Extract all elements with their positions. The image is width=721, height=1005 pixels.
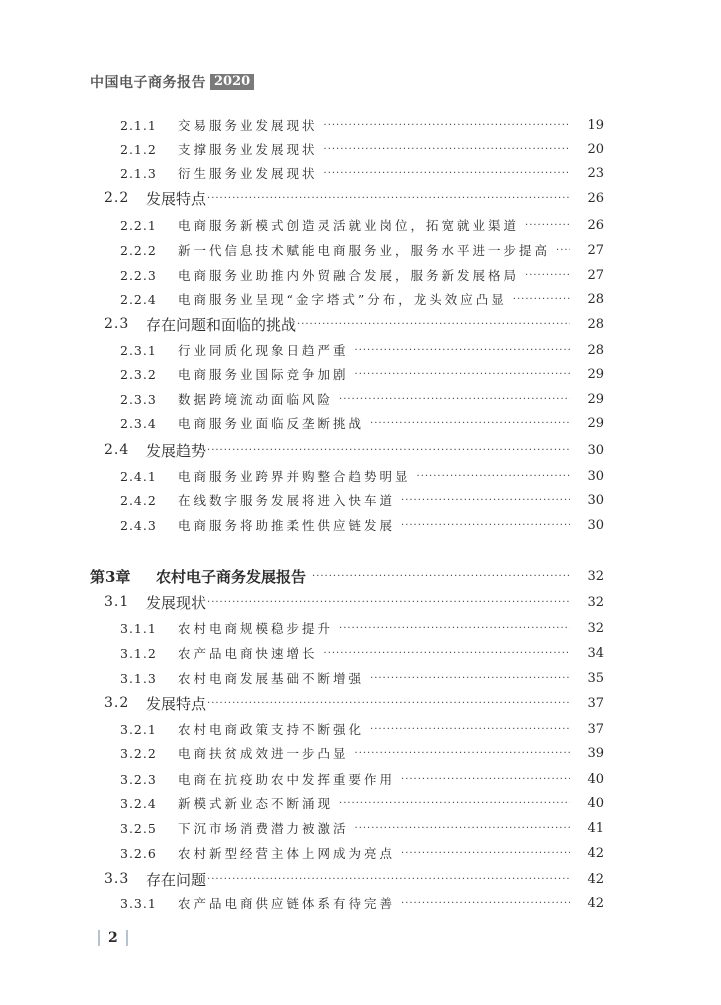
toc-entry-page: 26 xyxy=(587,190,604,206)
toc-entry-page: 40 xyxy=(587,771,604,787)
dot-leader xyxy=(401,774,570,785)
dot-leader xyxy=(339,394,570,405)
dot-leader xyxy=(339,623,570,634)
toc-entry-page: 39 xyxy=(587,745,604,761)
toc-entry-number: 2.3.4 xyxy=(120,415,157,431)
toc-entry[interactable] xyxy=(120,364,604,384)
dot-leader xyxy=(525,270,570,281)
toc-entry-page: 42 xyxy=(587,845,604,861)
toc-entry[interactable] xyxy=(120,769,604,789)
toc-entry-number: 3.3.1 xyxy=(120,895,157,911)
toc-entry-page: 27 xyxy=(587,267,604,283)
toc-entry-number: 3.3 xyxy=(104,871,130,887)
toc-entry[interactable] xyxy=(120,289,604,309)
toc-entry-page: 26 xyxy=(587,217,604,233)
toc-entry-title: 电商服务业面临反垄断挑战 xyxy=(178,416,365,431)
dot-leader xyxy=(324,648,570,659)
toc-entry-title: 发展趋势 xyxy=(146,441,207,460)
toc-entry-title: 存在问题 xyxy=(146,870,207,889)
toc-entry-title: 农村电商政策支持不断强化 xyxy=(178,722,365,737)
page-footer xyxy=(90,930,136,946)
dot-leader xyxy=(355,369,570,380)
toc-entry-title: 电商服务新模式创造灵活就业岗位，拓宽就业渠道 xyxy=(178,218,520,233)
dot-leader xyxy=(324,120,570,131)
toc-entry-number: 2.3.3 xyxy=(120,391,157,407)
toc-entry-number: 3.1 xyxy=(104,594,130,610)
toc-entry-number: 2.1.3 xyxy=(120,165,157,181)
toc-entry-page: 30 xyxy=(587,442,604,458)
toc-entry[interactable] xyxy=(120,490,604,510)
dot-leader xyxy=(355,823,570,834)
toc-entry-page: 37 xyxy=(587,721,604,737)
toc-entry-page: 42 xyxy=(587,895,604,911)
dot-leader xyxy=(370,673,570,684)
toc-entry[interactable] xyxy=(120,818,604,838)
toc-entry-title: 发展现状 xyxy=(146,593,207,612)
toc-entry-number: 3.2 xyxy=(104,695,130,711)
toc-entry-page: 37 xyxy=(587,695,604,711)
toc-entry-number: 2.2 xyxy=(104,190,130,206)
toc-entry[interactable] xyxy=(120,139,604,159)
dot-leader xyxy=(324,168,570,179)
toc-entry-title: 农产品电商供应链体系有待完善 xyxy=(178,896,396,911)
footer-divider-left xyxy=(98,930,100,946)
toc-entry[interactable] xyxy=(120,413,604,433)
toc-entry-page: 29 xyxy=(587,366,604,382)
dot-leader xyxy=(207,445,570,456)
toc-entry-number: 3.2.4 xyxy=(120,795,157,811)
dot-leader xyxy=(207,874,570,885)
toc-entry-page: 19 xyxy=(587,117,604,133)
dot-leader xyxy=(401,898,570,909)
toc-entry[interactable] xyxy=(120,643,604,663)
toc-entry-page: 40 xyxy=(587,795,604,811)
dot-leader xyxy=(401,520,570,531)
toc-entry-page: 32 xyxy=(587,568,604,584)
toc-entry[interactable] xyxy=(120,115,604,135)
toc-entry[interactable] xyxy=(120,240,604,260)
toc-entry-page: 29 xyxy=(587,415,604,431)
toc-entry-page: 41 xyxy=(587,820,604,836)
toc-entry-title: 新一代信息技术赋能电商服务业，服务水平进一步提高 xyxy=(178,243,551,258)
toc-entry-title: 在线数字服务发展将进入快车道 xyxy=(178,493,396,508)
toc-entry[interactable] xyxy=(120,893,604,913)
toc-entry-title: 下沉市场消费潜力被激活 xyxy=(178,821,349,836)
toc-entry-page: 30 xyxy=(587,492,604,508)
dot-leader xyxy=(324,144,570,155)
toc-entry-number: 2.1.2 xyxy=(120,141,157,157)
toc-entry[interactable] xyxy=(104,693,604,713)
toc-entry-number: 3.1.2 xyxy=(120,645,157,661)
toc-entry-title: 存在问题和面临的挑战 xyxy=(146,315,297,334)
toc-entry-title: 支撑服务业发展现状 xyxy=(178,142,318,157)
toc-entry-page: 32 xyxy=(587,594,604,610)
toc-entry-number: 3.2.1 xyxy=(120,721,157,737)
toc-entry-title: 电商扶贫成效进一步凸显 xyxy=(178,746,349,761)
toc-entry-page: 27 xyxy=(587,242,604,258)
toc-entry-number: 3.2.5 xyxy=(120,820,157,836)
toc-entry[interactable] xyxy=(104,188,604,208)
toc-entry-page: 30 xyxy=(587,517,604,533)
toc-entry-title: 电商服务业国际竞争加剧 xyxy=(178,367,349,382)
toc-entry-page: 20 xyxy=(587,141,604,157)
toc-entry-title: 交易服务业发展现状 xyxy=(178,118,318,133)
toc-entry-number: 第3章 xyxy=(90,567,131,586)
toc-entry[interactable] xyxy=(104,592,604,612)
toc-entry[interactable] xyxy=(120,793,604,813)
dot-leader xyxy=(312,571,570,582)
toc-entry[interactable] xyxy=(120,389,604,409)
toc-entry-title: 发展特点 xyxy=(146,189,207,208)
toc-entry[interactable] xyxy=(120,743,604,763)
toc-entry-number: 2.3.2 xyxy=(120,366,157,382)
dot-leader xyxy=(207,698,570,709)
toc-entry-page: 30 xyxy=(587,468,604,484)
dot-leader xyxy=(525,220,570,231)
toc-entry-title: 农村电商发展基础不断增强 xyxy=(178,671,365,686)
toc-entry-page: 28 xyxy=(587,291,604,307)
toc-entry-page: 23 xyxy=(587,165,604,181)
toc-entry[interactable] xyxy=(120,618,604,638)
toc-entry-number: 3.2.6 xyxy=(120,845,157,861)
toc-entry-page: 28 xyxy=(587,316,604,332)
dot-leader xyxy=(207,193,570,204)
dot-leader xyxy=(355,748,570,759)
toc-entry-title: 新模式新业态不断涌现 xyxy=(178,796,334,811)
toc-entry-number: 2.3.1 xyxy=(120,342,157,358)
toc-entry-page: 29 xyxy=(587,391,604,407)
toc-entry-title: 电商服务业呈现“金字塔式”分布，龙头效应凸显 xyxy=(178,292,507,307)
toc-entry-number: 2.2.3 xyxy=(120,267,157,283)
toc-entry-number: 3.2.3 xyxy=(120,771,157,787)
toc-entry-number: 2.2.4 xyxy=(120,291,157,307)
footer-divider-right xyxy=(126,930,128,946)
toc-entry[interactable] xyxy=(120,163,604,183)
toc-entry-number: 3.2.2 xyxy=(120,745,157,761)
toc-entry-title: 数据跨境流动面临风险 xyxy=(178,392,334,407)
toc-entry-number: 2.1.1 xyxy=(120,117,157,133)
report-title: 中国电子商务报告 xyxy=(90,75,206,91)
toc-entry-title: 农村电子商务发展报告 xyxy=(156,567,307,586)
toc-entry-page: 28 xyxy=(587,342,604,358)
toc-entry[interactable] xyxy=(104,869,604,889)
toc-entry[interactable] xyxy=(120,515,604,535)
toc-entry-title: 农村新型经营主体上网成为亮点 xyxy=(178,846,396,861)
toc-entry-number: 2.2.1 xyxy=(120,217,157,233)
toc-entry[interactable] xyxy=(120,265,604,285)
toc-entry[interactable] xyxy=(120,719,604,739)
toc-entry-number: 2.4.3 xyxy=(120,517,157,533)
toc-entry-number: 2.4 xyxy=(104,442,130,458)
toc-entry-page: 32 xyxy=(587,620,604,636)
toc-entry-number: 2.4.1 xyxy=(120,468,157,484)
toc-entry-title: 行业同质化现象日趋严重 xyxy=(178,343,349,358)
toc-entry-page: 35 xyxy=(587,670,604,686)
toc-entry-title: 电商服务将助推柔性供应链发展 xyxy=(178,518,396,533)
toc-entry[interactable] xyxy=(120,340,604,360)
dot-leader xyxy=(370,418,570,429)
toc-entry[interactable] xyxy=(120,215,604,235)
toc-entry-number: 3.1.1 xyxy=(120,620,157,636)
page-number: 2 xyxy=(108,930,118,946)
toc-entry[interactable] xyxy=(120,466,604,486)
dot-leader xyxy=(401,495,570,506)
dot-leader xyxy=(401,848,570,859)
toc-entry[interactable] xyxy=(104,440,604,460)
dot-leader xyxy=(417,471,570,482)
dot-leader xyxy=(556,245,570,256)
toc-entry-title: 电商服务业助推内外贸融合发展，服务新发展格局 xyxy=(178,268,520,283)
dot-leader xyxy=(207,597,570,608)
toc-entry-page: 42 xyxy=(587,871,604,887)
toc-entry-title: 发展特点 xyxy=(146,694,207,713)
running-header xyxy=(90,72,254,92)
toc-entry-page: 34 xyxy=(587,645,604,661)
toc-entry-number: 2.3 xyxy=(104,316,130,332)
dot-leader xyxy=(339,798,570,809)
toc-entry-title: 电商服务业跨界并购整合趋势明显 xyxy=(178,469,411,484)
report-year-badge: 2020 xyxy=(210,74,254,90)
dot-leader xyxy=(297,319,570,330)
dot-leader xyxy=(370,724,570,735)
toc-entry-number: 2.2.2 xyxy=(120,242,157,258)
toc-entry-title: 衍生服务业发展现状 xyxy=(178,166,318,181)
toc-entry-number: 2.4.2 xyxy=(120,492,157,508)
toc-entry-title: 农村电商规模稳步提升 xyxy=(178,621,334,636)
toc-entry[interactable] xyxy=(104,314,604,334)
toc-entry-title: 农产品电商快速增长 xyxy=(178,646,318,661)
dot-leader xyxy=(513,294,570,305)
toc-entry[interactable] xyxy=(120,668,604,688)
toc-entry[interactable] xyxy=(120,843,604,863)
toc-entry-number: 3.1.3 xyxy=(120,670,157,686)
toc-entry[interactable] xyxy=(90,566,604,586)
toc-entry-title: 电商在抗疫助农中发挥重要作用 xyxy=(178,772,396,787)
dot-leader xyxy=(355,345,570,356)
